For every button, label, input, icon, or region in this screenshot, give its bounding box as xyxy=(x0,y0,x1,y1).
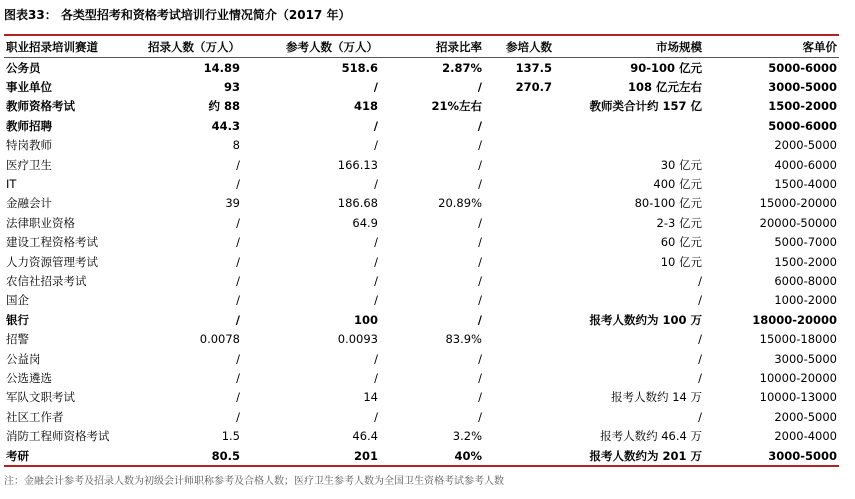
table-cell: / xyxy=(478,235,482,250)
table-cell: / xyxy=(236,157,240,172)
table-cell: / xyxy=(478,177,482,192)
table-cell xyxy=(484,310,554,329)
table-cell: 2000-4000 xyxy=(774,429,837,444)
table-cell xyxy=(484,329,554,348)
table-cell: 3.2% xyxy=(452,429,482,444)
column-header: 参培人数 xyxy=(506,40,552,54)
column-header: 招录人数（万人） xyxy=(148,40,240,54)
table-cell: / xyxy=(698,332,702,347)
table-cell xyxy=(484,388,554,407)
row-label: 人力资源管理考试 xyxy=(6,254,98,269)
table-row xyxy=(4,329,839,348)
table-cell: 60 亿元 xyxy=(660,235,702,250)
row-label: 教师招聘 xyxy=(6,118,52,133)
table-cell: 1500-2000 xyxy=(768,99,837,114)
table-row xyxy=(4,368,839,387)
table-cell: 518.6 xyxy=(341,60,378,75)
table-cell: 3000-5000 xyxy=(774,351,837,366)
table-cell: / xyxy=(374,351,378,366)
table-cell xyxy=(484,233,554,252)
table-cell: / xyxy=(236,409,240,424)
table-cell: 5000-6000 xyxy=(768,60,837,75)
table-cell xyxy=(484,194,554,213)
table-cell: / xyxy=(236,351,240,366)
table-cell: / xyxy=(373,118,378,133)
table-cell: / xyxy=(373,80,378,95)
table-cell: 报考人数约为 201 万 xyxy=(589,448,702,463)
table-cell: 14.89 xyxy=(203,60,240,75)
table-cell xyxy=(484,116,554,135)
table-cell: 15000-18000 xyxy=(759,332,837,347)
table-cell: 418 xyxy=(353,99,378,114)
table-cell: / xyxy=(478,138,482,153)
table-cell xyxy=(554,116,704,135)
row-label: 教师资格考试 xyxy=(6,99,75,114)
table-cell: 100 xyxy=(353,312,378,327)
table-cell xyxy=(484,213,554,232)
table-cell: / xyxy=(478,293,482,308)
table-cell: 39 xyxy=(225,196,240,211)
table-cell: / xyxy=(374,177,378,192)
table-cell: 1000-2000 xyxy=(774,293,837,308)
table-cell: 18000-20000 xyxy=(752,312,837,327)
table-cell: / xyxy=(478,409,482,424)
table-title: 图表33： 各类型招考和资格考试培训行业情况简介（2017 年） xyxy=(4,8,351,22)
table-cell: / xyxy=(374,235,378,250)
table-cell: 40% xyxy=(454,448,482,463)
row-label: 公务员 xyxy=(6,60,41,75)
table-cell: / xyxy=(478,157,482,172)
table-cell: 3000-5000 xyxy=(768,80,837,95)
table-row xyxy=(4,349,839,368)
table-row xyxy=(4,116,839,135)
table-cell: / xyxy=(478,254,482,269)
table-cell: 90-100 亿元 xyxy=(630,60,702,75)
row-label: 消防工程师资格考试 xyxy=(6,429,110,444)
table-cell: 0.0093 xyxy=(337,332,378,347)
table-cell xyxy=(484,136,554,155)
table-cell: / xyxy=(698,293,702,308)
table-cell: / xyxy=(478,215,482,230)
table-cell: 83.9% xyxy=(445,332,482,347)
table-cell: 0.0078 xyxy=(199,332,240,347)
table-cell xyxy=(484,407,554,426)
table-row xyxy=(4,407,839,426)
row-label: 医疗卫生 xyxy=(6,157,52,172)
table-cell: 137.5 xyxy=(515,60,552,75)
table-row xyxy=(4,310,839,329)
row-label: 考研 xyxy=(6,448,29,463)
table-cell: / xyxy=(698,370,702,385)
table-cell: 约 88 xyxy=(208,99,240,114)
table-cell xyxy=(484,291,554,310)
table-cell xyxy=(484,271,554,290)
row-label: 公选遴选 xyxy=(6,370,52,385)
table-cell: / xyxy=(477,80,482,95)
row-label: 特岗教师 xyxy=(6,138,52,153)
table-cell: 2000-5000 xyxy=(774,138,837,153)
table-cell: 报考人数约为 100 万 xyxy=(589,312,702,327)
table-cell: 4000-6000 xyxy=(774,157,837,172)
table-cell: 2-3 亿元 xyxy=(656,215,702,230)
table-cell: 400 亿元 xyxy=(653,177,702,192)
table-row xyxy=(4,252,839,271)
table-cell: 教师类合计约 157 亿 xyxy=(589,99,702,114)
column-header: 市场规模 xyxy=(656,40,702,54)
column-header: 参考人数（万人） xyxy=(286,40,378,54)
table-cell: 10000-20000 xyxy=(759,370,837,385)
row-label: 军队文职考试 xyxy=(6,390,75,405)
header-row xyxy=(4,37,839,58)
table-cell: 21%左右 xyxy=(431,99,482,114)
table-cell: / xyxy=(236,293,240,308)
table-row xyxy=(4,58,839,78)
table-cell: 186.68 xyxy=(337,196,378,211)
table-cell: / xyxy=(374,409,378,424)
table-cell: 44.3 xyxy=(211,118,240,133)
table-row xyxy=(4,194,839,213)
table-cell: 2.87% xyxy=(442,60,482,75)
row-label: 农信社招录考试 xyxy=(6,273,87,288)
table-cell: 10 亿元 xyxy=(660,254,702,269)
table-cell: / xyxy=(698,351,702,366)
table-cell: / xyxy=(478,351,482,366)
table-cell: / xyxy=(478,370,482,385)
table-cell: / xyxy=(236,177,240,192)
table-cell: 5000-7000 xyxy=(774,235,837,250)
table-cell: / xyxy=(374,370,378,385)
table-cell xyxy=(484,252,554,271)
table-cell: 10000-13000 xyxy=(759,390,837,405)
table-row xyxy=(4,213,839,232)
table-row xyxy=(4,426,839,445)
table-cell: 166.13 xyxy=(337,157,378,172)
table-body xyxy=(4,58,839,467)
table-row xyxy=(4,271,839,290)
row-label: 银行 xyxy=(6,312,29,327)
row-label: 事业单位 xyxy=(6,80,52,95)
table-cell: / xyxy=(236,215,240,230)
table-cell: / xyxy=(236,235,240,250)
table-cell: / xyxy=(374,273,378,288)
table-cell: 6000-8000 xyxy=(774,273,837,288)
table-cell: / xyxy=(477,312,482,327)
table-cell: 93 xyxy=(223,80,240,95)
table-cell: 20000-50000 xyxy=(759,215,837,230)
table-row xyxy=(4,136,839,155)
table-cell: / xyxy=(236,370,240,385)
table-cell: 46.4 xyxy=(352,429,378,444)
table-row xyxy=(4,388,839,407)
table-cell: 1.5 xyxy=(221,429,240,444)
table-cell xyxy=(484,446,554,466)
table-cell xyxy=(484,368,554,387)
table-cell: 80.5 xyxy=(211,448,240,463)
row-label: 招警 xyxy=(6,332,29,347)
row-label: 金融会计 xyxy=(6,196,52,211)
table-cell: 报考人数约 14 万 xyxy=(611,390,702,405)
row-label: IT xyxy=(6,177,17,192)
table-cell: 2000-5000 xyxy=(774,409,837,424)
table-row xyxy=(4,77,839,96)
table-row xyxy=(4,97,839,116)
table-cell: / xyxy=(236,390,240,405)
column-header: 职业招录培训赛道 xyxy=(6,40,98,54)
table-row xyxy=(4,155,839,174)
table-cell: 20.89% xyxy=(438,196,482,211)
table-cell: 201 xyxy=(353,448,378,463)
table-cell: 5000-6000 xyxy=(768,118,837,133)
table-cell: / xyxy=(374,254,378,269)
table-cell: / xyxy=(477,118,482,133)
table-cell xyxy=(554,136,704,155)
row-label: 国企 xyxy=(6,293,29,308)
table-cell: / xyxy=(374,293,378,308)
table-cell: 14 xyxy=(363,390,378,405)
row-label: 公益岗 xyxy=(6,351,41,366)
column-header: 客单价 xyxy=(802,40,837,54)
table-cell: 30 亿元 xyxy=(660,157,702,172)
row-label: 建设工程资格考试 xyxy=(6,235,98,250)
table-cell: 1500-4000 xyxy=(774,177,837,192)
title-rule xyxy=(4,34,839,36)
table-cell: 64.9 xyxy=(352,215,378,230)
table-row xyxy=(4,233,839,252)
table-cell: / xyxy=(236,254,240,269)
table-row xyxy=(4,174,839,193)
table-cell xyxy=(484,174,554,193)
table-cell xyxy=(484,155,554,174)
table-cell: 15000-20000 xyxy=(759,196,837,211)
table-cell: 3000-5000 xyxy=(768,448,837,463)
table-cell: / xyxy=(374,138,378,153)
footnote: 注：金融会计参考及招录人数为初级会计师职称参考及合格人数；医疗卫生参考人数为全国卫生资格考试参考人数 xyxy=(4,476,504,487)
table-cell: 报考人数约 46.4 万 xyxy=(600,429,702,444)
table-cell xyxy=(484,426,554,445)
table-row xyxy=(4,291,839,310)
table-cell: / xyxy=(478,273,482,288)
table-cell: 1500-2000 xyxy=(774,254,837,269)
table-cell xyxy=(484,97,554,116)
row-label: 法律职业资格 xyxy=(6,215,75,230)
row-label: 社区工作者 xyxy=(6,409,64,424)
table-cell: 8 xyxy=(232,138,240,153)
table-cell: / xyxy=(478,390,482,405)
table-cell: / xyxy=(236,273,240,288)
table-cell: 270.7 xyxy=(515,80,552,95)
table-cell: / xyxy=(698,409,702,424)
table-cell: / xyxy=(698,273,702,288)
table-cell: 80-100 亿元 xyxy=(634,196,702,211)
table-row xyxy=(4,446,839,466)
table-cell xyxy=(484,349,554,368)
table-cell: 108 亿元左右 xyxy=(627,80,702,95)
industry-table xyxy=(4,37,839,467)
column-header: 招录比率 xyxy=(436,40,482,54)
table-cell: / xyxy=(235,312,240,327)
